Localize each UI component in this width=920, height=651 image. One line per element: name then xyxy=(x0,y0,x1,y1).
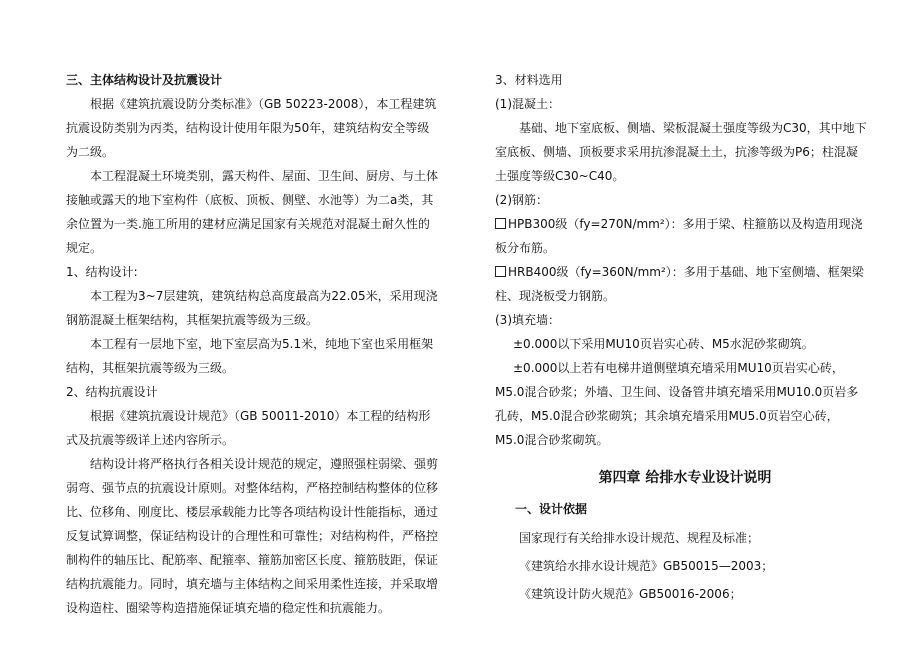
paragraph: 基础、地下室底板、侧墙、梁板混凝土强度等级为C30，其中地下室底板、侧墙、顶板要求采用抗渗混凝土土，抗渗等级为P6；柱混凝土强度等级C30~C40。 xyxy=(495,121,867,183)
paragraph: 结构设计将严格执行各相关设计规范的规定，遵照强柱弱梁、强剪弱弯、强节点的抗震设计原则。对整体结构，严格控制结构整体的位移比、位移角、刚度比、楼层承载能力比等各项结构设计性能指标，通过反复试算调整，保证结构设计的合理性和可靠性；对结构构件，严格控制构件的轴压比、配筋率、配箍率、箍筋加密区长度、箍筋肢距，保证结构抗震能力。同时，填充墙与主体结构之间采用柔性连接，并采取增设构造柱、圈梁等构造措施保证填充墙的稳定性和抗震能力。 xyxy=(66,457,439,615)
left-column xyxy=(66,68,438,620)
paragraph: ±0.000以下采用MU10页岩实心砖、M5水泥砂浆砌筑。 xyxy=(513,337,814,351)
subsection-title: 1、结构设计: xyxy=(66,265,138,279)
right-column xyxy=(495,68,867,606)
paragraph: 《建筑给水排水设计规范》GB50015—2003； xyxy=(519,559,774,573)
paragraph: 国家现行有关给排水设计规范、规程及标准； xyxy=(519,531,760,545)
subsection-title: (1)混凝土： xyxy=(495,97,560,111)
subsection-title: 2、结构抗震设计 xyxy=(66,385,158,399)
subsection-title: 一、设计依据 xyxy=(515,502,588,516)
paragraph: 本工程有一层地下室，地下室层高为5.1米，纯地下室也采用框架结构，其框架抗震等级为三级。 xyxy=(66,337,434,375)
paragraph: 根据《建筑抗震设计规范》（GB 50011-2010）本工程的结构形式及抗震等级详上述内容所示。 xyxy=(66,409,431,447)
subsection-title: (2)钢筋： xyxy=(495,193,548,207)
list-item xyxy=(495,260,867,308)
list-item-text: HPB300级（fy=270N/mm²）：多用于梁、柱箍筋以及构造用现浇板分布筋。 xyxy=(495,217,863,255)
checkbox-square-icon xyxy=(495,266,506,277)
list-item-text: HRB400级（fy=360N/mm²）：多用于基础、地下室侧墙、框架梁柱、现浇板受力钢筋。 xyxy=(495,265,864,303)
paragraph: ±0.000以上若有电梯井道侧壁填充墙采用MU10页岩实心砖，M5.0混合砂浆；外墙、卫生间、设备管井填充墙采用MU10.0页岩多孔砖，M5.0混合砂浆砌筑；其余填充墙采用MU5.0页岩空心砖，M5.0混合砂浆砌筑。 xyxy=(495,361,859,447)
section-heading: 3、材料选用 xyxy=(495,73,563,87)
subsection-title: (3)填充墙： xyxy=(495,313,560,327)
checkbox-square-icon xyxy=(495,218,506,229)
paragraph: 《建筑设计防火规范》GB50016-2006； xyxy=(519,587,742,601)
paragraph: 本工程混凝土环境类别，露天构件、屋面、卫生间、厨房、与土体接触或露天的地下室构件（底板、顶板、侧壁、水池等）为二a类，其余位置为一类.施工所用的建材应满足国家有关规范对混凝土耐久性的规定。 xyxy=(66,169,439,255)
paragraph: 根据《建筑抗震设防分类标准》（GB 50223-2008），本工程建筑抗震设防类别为丙类，结构设计使用年限为50年，建筑结构安全等级为二级。 xyxy=(66,97,437,159)
paragraph: 本工程为3~7层建筑，建筑结构总高度最高为22.05米，采用现浇钢筋混凝土框架结构，其框架抗震等级为三级。 xyxy=(66,289,438,327)
list-item xyxy=(495,212,867,260)
chapter-title: 第四章 给排水专业设计说明 xyxy=(598,470,772,486)
section-heading: 三、主体结构设计及抗震设计 xyxy=(66,73,223,87)
